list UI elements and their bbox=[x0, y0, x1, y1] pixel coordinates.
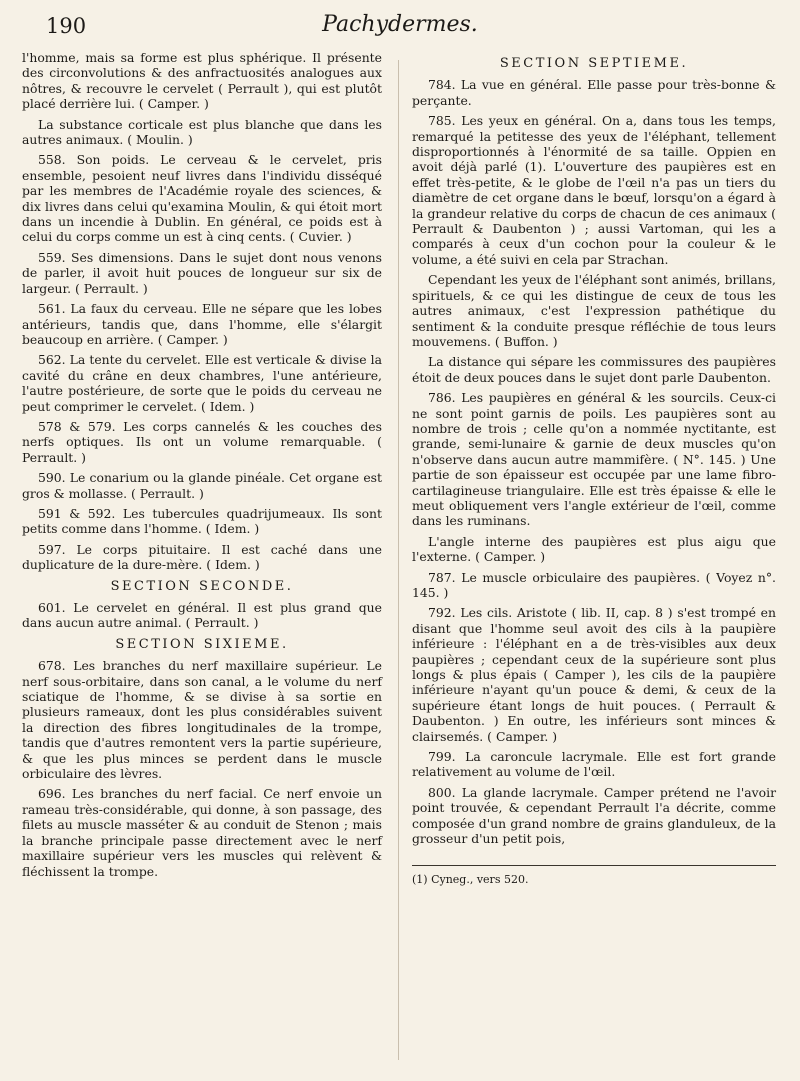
paragraph: La distance qui sépare les commissures des paupières étoit de deux pouces dans le sujet dont parle Daubenton. bbox=[412, 354, 776, 385]
paragraph: 578 & 579. Les corps cannelés & les couches des nerfs optiques. Ils ont un volume remarquable. ( Perrault. ) bbox=[22, 418, 382, 465]
column-divider bbox=[398, 60, 399, 1060]
paragraph: La substance corticale est plus blanche que dans les autres animaux. ( Moulin. ) bbox=[22, 116, 382, 148]
paragraph: l'homme, mais sa forme est plus sphérique. Il présente des circonvolutions & des anfractuosités analogues aux nôtres, & recouvre le cervelet ( Perrault ), qui est plutôt placé derrière lui. ( Camper. ) bbox=[22, 50, 382, 112]
left-column bbox=[22, 50, 382, 884]
paragraph: 597. Le corps pituitaire. Il est caché dans une duplicature de la dure-mère. ( Idem. ) bbox=[22, 541, 382, 573]
section-heading: SECTION SEPTIEME. bbox=[499, 56, 689, 71]
paragraph: 558. Son poids. Le cerveau & le cervelet, pris ensemble, pesoient neuf livres dans l'individu disséqué par les membres de l'Académie royale des sciences, & dix livres dans celui qu'examina Moulin, & qui étoit mort dans un incendie à Dublin. En général, ce poids est à celui du corps comme un est à cinq cents. ( Cuvier. ) bbox=[22, 152, 382, 245]
paragraph: 678. Les branches du nerf maxillaire supérieur. Le nerf sous-orbitaire, dans son canal, a le volume du nerf sciatique de l'homme, & se divise à sa sortie en plusieurs rameaux, dont les plus considérables suivent la direction des fibres longitudinales de la trompe, tandis que d'autres remontent vers la partie supérieure, & que les plus minces se perdent dans le muscle orbiculaire des lèvres. bbox=[22, 658, 382, 782]
page-number: 190 bbox=[46, 14, 87, 38]
footnote: (1) Cyneg., vers 520. bbox=[412, 872, 529, 886]
paragraph: Cependant les yeux de l'éléphant sont animés, brillans, spirituels, & ce qui les distingue de ceux de tous les autres animaux, c'est l'expression pathétique du sentiment & la conduite presque réfléchie de tous leurs mouvemens. ( Buffon. ) bbox=[412, 272, 776, 349]
paragraph: 787. Le muscle orbiculaire des paupières. ( Voyez n°. 145. ) bbox=[412, 569, 776, 600]
paragraph: 696. Les branches du nerf facial. Ce nerf envoie un rameau très-considérable, qui donne, à son passage, des filets au muscle masséter & au conduit de Stenon ; mais la branche principale passe directement avec le nerf maxillaire supérieur vers les muscles qui relèvent & fléchissent la trompe. bbox=[22, 786, 382, 879]
paragraph: 601. Le cervelet en général. Il est plus grand que dans aucun autre animal. ( Perrault. ) bbox=[22, 600, 382, 631]
running-title: Pachydermes. bbox=[322, 12, 478, 37]
paragraph: 785. Les yeux en général. On a, dans tous les temps, remarqué la petitesse des yeux de l'éléphant, tellement disproportionnés à l'énormité de sa taille. Oppien en avoit déjà parlé (1). L'ouverture des paupières est en effet très-petite, & le globe de l'œil n'a pas un tiers du diamètre de cet organe dans le bœuf, lorsqu'on a égard à la grandeur relative du corps de chacun de ces animaux ( Perrault & Daubenton ) ; aussi Vartoman, qui les a comparés à ceux d'un cochon pour la couleur & le volume, a été suivi en cela par Strachan. bbox=[412, 113, 776, 267]
footnote-rule bbox=[412, 865, 776, 866]
section-heading: SECTION SECONDE. bbox=[110, 578, 294, 594]
paragraph: 590. Le conarium ou la glande pinéale. Cet organe est gros & mollasse. ( Perrault. ) bbox=[22, 470, 382, 501]
paragraph: L'angle interne des paupières est plus aigu que l'externe. ( Camper. ) bbox=[412, 533, 776, 565]
paragraph: 786. Les paupières en général & les sourcils. Ceux-ci ne sont point garnis de poils. Les paupières sont au nombre de trois ; celle qu'on a nommée nyctitante, est grande, semi-lunaire & garnie de deux muscles qu'on n'observe dans aucun autre mammifère. ( N°. 145. ) Une partie de son épaisseur est occupée par une lame fibro-cartilagineuse triangulaire. Elle est très épaisse & elle le meut obliquement vers l'angle extérieur de l'œil, comme dans les ruminans. bbox=[412, 390, 776, 529]
paragraph: 784. La vue en général. Elle passe pour très-bonne & perçante. bbox=[412, 77, 776, 108]
paragraph: 561. La faux du cerveau. Elle ne sépare que les lobes antérieurs, tandis que, dans l'homme, elle s'élargit beaucoup en arrière. ( Camper. ) bbox=[22, 301, 382, 347]
paragraph: 562. La tente du cervelet. Elle est verticale & divise la cavité du crâne en deux chambres, l'une antérieure, l'autre postérieure, de sorte que le poids du cerveau ne peut comprimer le cervelet. ( Idem. ) bbox=[22, 352, 382, 414]
right-column bbox=[412, 50, 776, 892]
page-header bbox=[40, 10, 760, 46]
paragraph: 800. La glande lacrymale. Camper prétend ne l'avoir point trouvée, & cependant Perrault l'a décrite, comme composée d'un grand nombre de grains glanduleux, de la grosseur d'un petit pois, bbox=[412, 784, 776, 847]
section-heading: SECTION SIXIEME. bbox=[115, 636, 289, 652]
paragraph: 799. La caroncule lacrymale. Elle est fort grande relativement au volume de l'œil. bbox=[412, 749, 776, 780]
paragraph: 559. Ses dimensions. Dans le sujet dont nous venons de parler, il avoit huit pouces de longueur sur six de largeur. ( Perrault. ) bbox=[22, 249, 382, 296]
paragraph: 591 & 592. Les tubercules quadrijumeaux. Ils sont petits comme dans l'homme. ( Idem. ) bbox=[22, 505, 382, 537]
paragraph: 792. Les cils. Aristote ( lib. II, cap. 8 ) s'est trompé en disant que l'homme seul avoit des cils à la paupière inférieure : l'éléphant en a de très-visibles aux deux paupières ; cependant ceux de la supérieure sont plus longs & plus épais ( Camper ), les cils de la paupière inférieure n'ayant qu'un pouce & demi, & ceux de la supérieure étant longs de huit pouces. ( Perrault & Daubenton. ) En outre, les inférieurs sont minces & clairsemés. ( Camper. ) bbox=[412, 605, 776, 744]
